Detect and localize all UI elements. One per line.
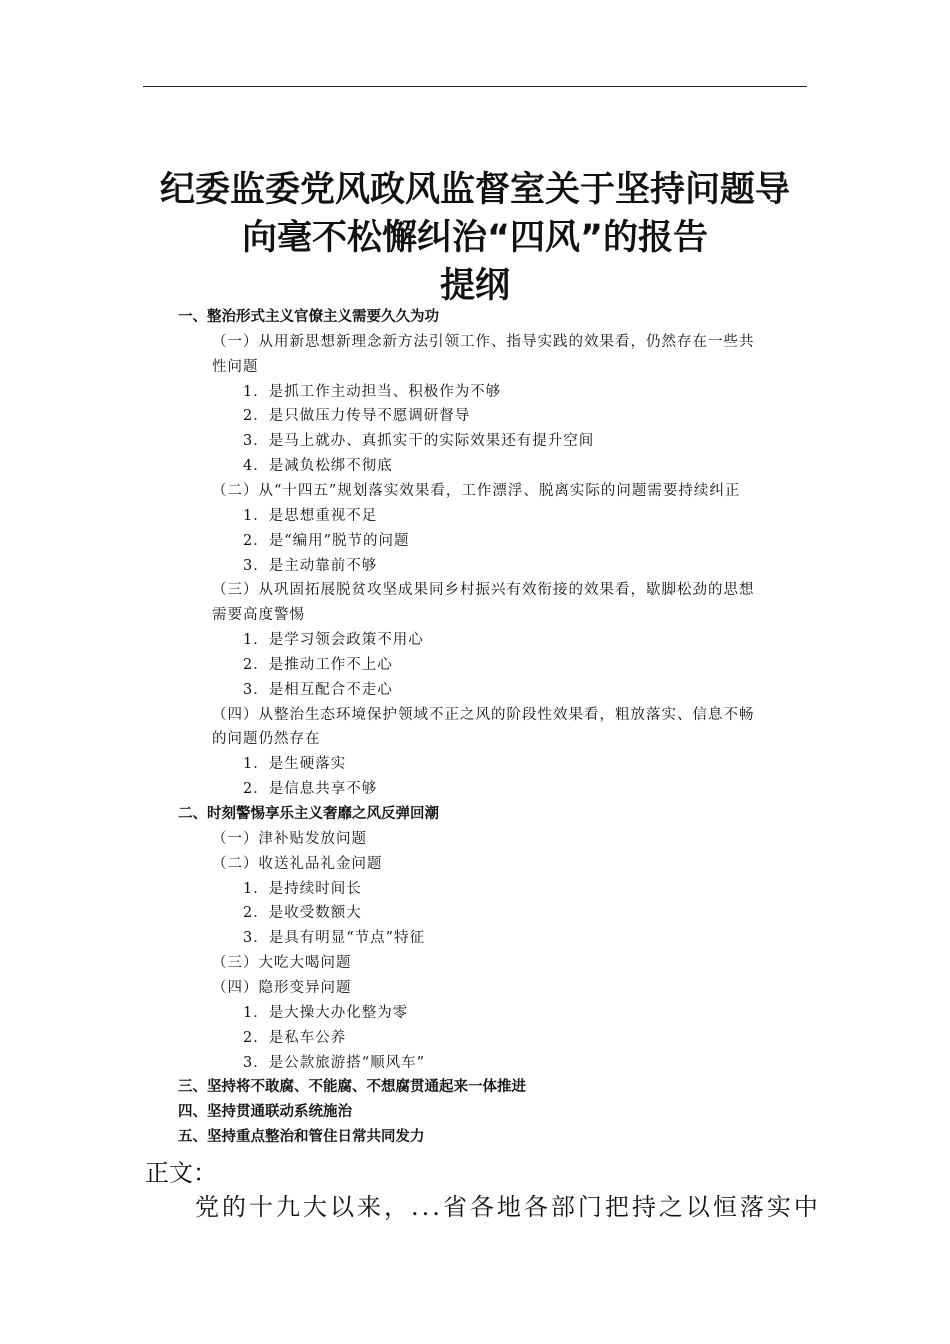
outline-point: 2．是信息共享不够 <box>243 781 378 798</box>
outline-point: 1．是持续时间长 <box>243 880 362 897</box>
outline-subsection: （一）津补贴发放问题 <box>212 830 367 847</box>
body-label: 正文： <box>145 1159 217 1187</box>
outline-point: 3．是具有明显“节点”特征 <box>243 930 426 947</box>
outline-point: 2．是私车公养 <box>243 1029 347 1046</box>
outline-subsection: （二）从“十四五”规划落实效果看，工作漂浮、脱离实际的问题需要持续纠正 <box>212 482 741 499</box>
outline-point: 2．是只做压力传导不愿调研督导 <box>243 408 471 425</box>
outline-point: 3．是公款旅游搭“顺风车” <box>243 1054 426 1071</box>
outline-point: 1．是抓工作主动担当、积极作为不够 <box>243 383 502 400</box>
outline-subsection: （三）大吃大喝问题 <box>212 955 352 972</box>
outline-section-heading: 一、整治形式主义官僚主义需要久久为功 <box>178 309 439 325</box>
outline-point: 1．是生硬落实 <box>243 756 347 773</box>
header-rule <box>143 86 807 87</box>
outline-point: 2．是收受数额大 <box>243 905 362 922</box>
outline-point: 3．是主动靠前不够 <box>243 557 378 574</box>
outline-point: 2．是“编用”脱节的问题 <box>243 532 410 549</box>
title-line-2: 向毫不松懈纠治“四风”的报告 <box>241 218 708 258</box>
outline-subsection: 的问题仍然存在 <box>212 731 321 748</box>
outline-section-heading: 三、坚持将不敢腐、不能腐、不想腐贯通起来一体推进 <box>178 1079 526 1096</box>
outline-point: 3．是马上就办、真抓实干的实际效果还有提升空间 <box>243 433 595 450</box>
outline-subsection: 需要高度警惕 <box>212 607 305 624</box>
body-paragraph: 党的十九大以来，...省各地各部门把持之以恒落实中 <box>195 1193 821 1221</box>
outline-subsection: （二）收送礼品礼金问题 <box>212 855 383 872</box>
outline-point: 1．是学习领会政策不用心 <box>243 632 424 649</box>
outline-subsection: 性问题 <box>212 358 259 375</box>
outline-point: 3．是相互配合不走心 <box>243 681 393 698</box>
outline-subsection: （一）从用新思想新理念新方法引领工作、指导实践的效果看，仍然存在一些共 <box>212 333 755 350</box>
outline-point: 1．是思想重视不足 <box>243 507 378 524</box>
outline-section-heading: 四、坚持贯通联动系统施治 <box>178 1104 352 1121</box>
outline-subsection: （四）从整治生态环境保护领域不正之风的阶段性效果看，粗放落实、信息不畅 <box>212 706 755 723</box>
title-line-3: 提纲 <box>439 266 510 306</box>
outline-point: 2．是推动工作不上心 <box>243 656 393 673</box>
outline-point: 1．是大操大办化整为零 <box>243 1004 409 1021</box>
outline-section-heading: 二、时刻警惕享乐主义奢靡之风反弹回潮 <box>178 806 439 822</box>
outline-subsection: （三）从巩固拓展脱贫攻坚成果同乡村振兴有效衔接的效果看，歇脚松劲的思想 <box>212 582 755 599</box>
title-line-1: 纪委监委党风政风监督室关于坚持问题导 <box>159 170 790 210</box>
outline-section-heading: 五、坚持重点整治和管住日常共同发力 <box>178 1129 425 1146</box>
outline-subsection: （四）隐形变异问题 <box>212 979 352 996</box>
document-title <box>143 166 807 310</box>
outline-point: 4．是减负松绑不彻底 <box>243 458 393 475</box>
